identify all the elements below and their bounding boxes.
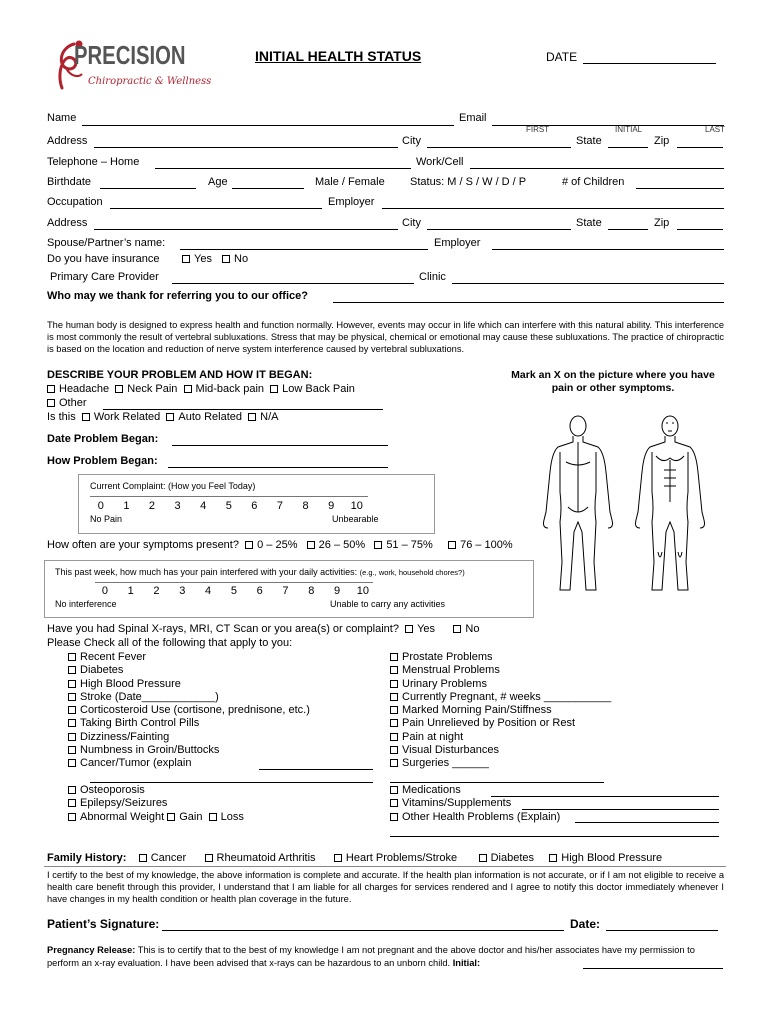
complaint-low-label: No Pain (90, 514, 123, 524)
low-back-checkbox[interactable] (270, 383, 355, 395)
checkbox-icon (68, 799, 76, 807)
scale-number[interactable]: 1 (127, 585, 134, 597)
checkbox-icon (453, 625, 461, 633)
checkbox-icon (139, 854, 147, 862)
medications-field[interactable] (491, 796, 719, 797)
freq-label: 0 – 25% (257, 539, 298, 551)
condition-checkbox[interactable] (390, 731, 611, 744)
city2-label: City (402, 217, 421, 229)
loss-checkbox[interactable] (209, 811, 244, 823)
epilepsy-checkbox[interactable] (68, 797, 244, 810)
checkbox-icon (270, 385, 278, 393)
interference-title-text: This past week, how much has your pain interfered with your daily activities: (55, 567, 358, 577)
pregnancy-initial-label: Initial: (452, 958, 481, 968)
scale-number[interactable]: 6 (256, 585, 263, 597)
workcell-label: Work/Cell (416, 156, 464, 168)
interference-low-label: No interference (55, 599, 117, 609)
checkbox-icon (334, 854, 342, 862)
no-label: No (234, 253, 249, 265)
address-field[interactable] (94, 147, 398, 148)
condition-label: Surgeries ______ (402, 757, 489, 770)
pcp-field[interactable] (172, 283, 414, 284)
condition-label: Marked Morning Pain/Stiffness (402, 704, 552, 717)
checkbox-icon (374, 541, 382, 549)
condition-checkbox[interactable] (68, 744, 310, 757)
condition-label: Pain at night (402, 730, 464, 743)
checkbox-icon (115, 385, 123, 393)
condition-label: Currently Pregnant, # weeks ___________ (402, 690, 612, 703)
insurance-label: Do you have insurance (47, 253, 160, 265)
other-health-field[interactable] (575, 822, 719, 823)
checkbox-icon (68, 733, 76, 741)
family-cancer-checkbox[interactable] (139, 852, 186, 864)
clinic-label: Clinic (419, 271, 446, 283)
body-chart[interactable] (538, 412, 718, 602)
related-options (47, 411, 279, 423)
date-label: DATE (546, 50, 578, 64)
workcell-field[interactable] (470, 168, 724, 169)
family-option-label: High Blood Pressure (561, 852, 663, 864)
scale-number[interactable]: 2 (153, 585, 160, 597)
checkbox-icon (205, 854, 213, 862)
scale-number[interactable]: 3 (174, 500, 181, 512)
signature-field[interactable] (162, 930, 564, 931)
family-option-label: Rheumatoid Arthritis (216, 852, 316, 864)
family-history-label: Family History: (47, 852, 127, 864)
scale-number[interactable]: 4 (205, 585, 212, 597)
other-field[interactable] (103, 409, 383, 410)
insurance-yes-checkbox[interactable] (182, 253, 212, 265)
section-divider (44, 866, 726, 867)
other-health-checkbox[interactable] (390, 811, 560, 824)
birthdate-label: Birthdate (47, 176, 92, 188)
condition-label: Medications (402, 784, 461, 796)
loss-label: Loss (220, 810, 244, 823)
checkbox-icon (448, 541, 456, 549)
logo-brand: PRECISION (74, 40, 186, 70)
condition-checkbox[interactable] (390, 757, 611, 770)
city-field[interactable] (427, 147, 571, 148)
email-label: Email (459, 112, 487, 124)
condition-label: Corticosteroid Use (cortisone, prednisone, etc.) (80, 704, 310, 717)
vitamins-field[interactable] (522, 809, 719, 810)
spouse-employer-field[interactable] (492, 249, 724, 250)
condition-checkbox[interactable] (390, 691, 611, 704)
date-began-field[interactable] (172, 445, 388, 446)
na-checkbox[interactable] (248, 411, 278, 423)
headache-checkbox[interactable] (47, 383, 109, 395)
scale-number[interactable]: 9 (334, 585, 341, 597)
condition-label: Prostate Problems (402, 651, 493, 663)
checkbox-icon (390, 759, 398, 767)
problem-options (47, 383, 355, 395)
condition-label: Taking Birth Control Pills (80, 717, 200, 730)
abnormal-weight-row (68, 811, 244, 824)
first-label: FIRST (526, 125, 550, 134)
checkbox-icon (390, 799, 398, 807)
checkbox-icon (479, 854, 487, 862)
city-label: City (402, 135, 421, 147)
spouse-label: Spouse/Partner’s name: (47, 237, 166, 249)
occupation-field[interactable] (110, 208, 322, 209)
scale-number[interactable]: 3 (179, 585, 186, 597)
scale-number[interactable]: 10 (350, 500, 363, 512)
pregnancy-label: Pregnancy Release: (47, 945, 136, 955)
freq-label: 26 – 50% (318, 539, 366, 551)
family-diabetes-checkbox[interactable] (479, 852, 534, 864)
freq-76-100-checkbox[interactable] (448, 539, 513, 551)
family-option-label: Cancer (150, 852, 187, 864)
problem-heading: DESCRIBE YOUR PROBLEM AND HOW IT BEGAN: (47, 369, 313, 381)
initial-label: INITIAL (615, 125, 643, 134)
scale-number[interactable]: 0 (97, 500, 104, 512)
scale-number[interactable]: 4 (200, 500, 207, 512)
logo-tagline: Chiropractic & Wellness (88, 76, 212, 87)
age-label: Age (208, 176, 228, 188)
zip2-field[interactable] (677, 229, 723, 230)
employer-label: Employer (328, 196, 375, 208)
xray-no-checkbox[interactable] (453, 623, 479, 635)
other-label: Other (59, 397, 87, 409)
referral-label: Who may we thank for referring you to our office? (47, 290, 308, 302)
conditions-left-list (68, 651, 310, 771)
condition-label: Menstrual Problems (402, 664, 500, 677)
condition-label: Dizziness/Fainting (80, 730, 170, 743)
auto-related-label: Auto Related (178, 411, 243, 423)
family-option-label: Diabetes (490, 852, 534, 864)
insurance-no-checkbox[interactable] (222, 253, 248, 265)
headache-label: Headache (59, 383, 110, 395)
condition-label: Other Health Problems (Explain) (402, 810, 561, 823)
condition-checkbox[interactable] (390, 744, 611, 757)
frequency-row (47, 539, 513, 551)
checkbox-icon (390, 813, 398, 821)
signature-date-label: Date: (570, 917, 601, 931)
condition-label: Abnormal Weight (80, 810, 165, 823)
family-option-label: Heart Problems/Stroke (345, 852, 458, 864)
condition-checkbox[interactable] (68, 691, 310, 704)
address2-label: Address (47, 217, 88, 229)
freq-51-75-checkbox[interactable] (374, 539, 432, 551)
complaint-scale-numbers[interactable] (88, 500, 370, 512)
xray-yes-label: Yes (417, 623, 436, 635)
condition-label: High Blood Pressure (80, 677, 181, 690)
page-title: INITIAL HEALTH STATUS (255, 48, 422, 64)
scale-number[interactable]: 7 (282, 585, 289, 597)
checkbox-icon (167, 813, 175, 821)
condition-checkbox[interactable] (68, 704, 310, 717)
checkbox-icon (182, 255, 190, 263)
mid-back-checkbox[interactable] (184, 383, 264, 395)
checkbox-icon (390, 680, 398, 688)
complaint-scale-title: Current Complaint: (How you Feel Today) (90, 481, 256, 491)
frequency-question: How often are your symptoms present? (47, 539, 239, 551)
checkbox-icon (68, 786, 76, 794)
certify-paragraph: I certify to the best of my knowledge, the above information is complete and accurate. If the health plan information is not accurate, or if I am not eligible to receive a health care benefit through this provider, I understand that I am liable for all charges for services rendered and I agree to notify this doctor immediately whenever I have changes in my health condition or health plan coverage in the future. (47, 870, 724, 904)
checkbox-icon (68, 666, 76, 674)
checkbox-icon (47, 385, 55, 393)
interference-scale-title (55, 567, 465, 577)
pregnancy-release (47, 944, 724, 970)
freq-label: 76 – 100% (460, 539, 513, 551)
interference-title-example: (e.g., work, household chores?) (359, 568, 465, 577)
checkbox-icon (222, 255, 230, 263)
condition-checkbox[interactable] (68, 664, 310, 677)
checkbox-icon (307, 541, 315, 549)
other-health-field-2[interactable] (390, 836, 719, 837)
name-label: Name (47, 112, 77, 124)
date-field[interactable] (583, 63, 716, 64)
xray-yes-checkbox[interactable] (405, 623, 435, 635)
date-began-label: Date Problem Began: (47, 433, 159, 445)
scale-number[interactable]: 8 (302, 500, 309, 512)
referral-field[interactable] (333, 302, 724, 303)
condition-label: Pain Unrelieved by Position or Rest (402, 717, 576, 730)
condition-label: Epilepsy/Seizures (80, 797, 168, 810)
freq-label: 51 – 75% (386, 539, 433, 551)
scale-number[interactable]: 1 (123, 500, 130, 512)
yes-label: Yes (194, 253, 212, 265)
checkbox-icon (390, 786, 398, 794)
work-related-label: Work Related (93, 411, 161, 423)
age-field[interactable] (232, 188, 304, 189)
condition-checkbox[interactable] (68, 717, 310, 730)
family-heart-checkbox[interactable] (334, 852, 457, 864)
home-phone-field[interactable] (155, 168, 411, 169)
checkbox-icon (68, 680, 76, 688)
conditions-right-list (390, 651, 611, 771)
complaint-scale-line (90, 496, 368, 497)
cancer-explain-field[interactable] (259, 769, 373, 770)
freq-26-50-checkbox[interactable] (307, 539, 365, 551)
condition-checkbox[interactable] (390, 678, 611, 691)
address2-field[interactable] (94, 229, 398, 230)
auto-related-checkbox[interactable] (166, 411, 242, 423)
na-label: N/A (260, 411, 279, 423)
condition-checkbox[interactable] (68, 678, 310, 691)
employer-field[interactable] (382, 208, 724, 209)
complaint-high-label: Unbearable (332, 514, 379, 524)
condition-checkbox[interactable] (390, 717, 611, 730)
checkbox-icon (390, 666, 398, 674)
body-chart-instruction: Mark an X on the picture where you have pain or other symptoms. (511, 369, 715, 394)
scale-number[interactable]: 2 (148, 500, 156, 512)
condition-label: Diabetes (80, 664, 124, 677)
checkbox-icon (245, 541, 253, 549)
condition-label: Osteoporosis (80, 784, 145, 796)
scale-number[interactable]: 0 (101, 585, 108, 597)
checkbox-icon (68, 759, 76, 767)
children-label: # of Children (562, 176, 625, 188)
conditions-right-list-2 (390, 784, 560, 824)
condition-checkbox[interactable] (68, 651, 310, 664)
condition-label: Recent Fever (80, 651, 147, 663)
name-field[interactable] (82, 125, 454, 126)
checkbox-icon (248, 413, 256, 421)
how-began-label: How Problem Began: (47, 455, 158, 467)
is-this-label: Is this (47, 411, 76, 423)
how-began-field[interactable] (168, 467, 388, 468)
family-ra-checkbox[interactable] (205, 852, 316, 864)
state-label: State (576, 135, 602, 147)
marital-status-options[interactable]: Status: M / S / W / D / P (410, 176, 527, 188)
mid-back-label: Mid-back pain (195, 383, 265, 395)
scale-number[interactable]: 9 (328, 500, 335, 512)
city2-field[interactable] (427, 229, 571, 230)
interference-scale-numbers[interactable] (92, 585, 376, 597)
sex-options[interactable]: Male / Female (315, 176, 385, 188)
zip-label: Zip (654, 135, 670, 147)
front-view-icon (636, 416, 705, 590)
condition-label: Stroke (Date____________) (80, 690, 219, 703)
last-label: LAST (705, 125, 726, 134)
checkbox-icon (390, 693, 398, 701)
scale-number[interactable]: 10 (356, 585, 369, 597)
condition-checkbox[interactable] (390, 664, 611, 677)
checkbox-icon (68, 746, 76, 754)
checkbox-icon (390, 719, 398, 727)
zip2-label: Zip (654, 217, 670, 229)
zip-field[interactable] (677, 147, 723, 148)
condition-checkbox[interactable] (68, 731, 310, 744)
scale-number[interactable]: 5 (225, 500, 232, 512)
condition-label: Cancer/Tumor (explain (80, 757, 192, 770)
checkbox-icon (390, 733, 398, 741)
scale-number[interactable]: 5 (230, 585, 237, 597)
occupation-label: Occupation (47, 196, 103, 208)
freq-0-25-checkbox[interactable] (245, 539, 297, 551)
work-related-checkbox[interactable] (82, 411, 160, 423)
condition-label: Urinary Problems (402, 677, 487, 690)
checkbox-icon (209, 813, 217, 821)
address-label: Address (47, 135, 88, 147)
conditions-left-list-2 (68, 784, 244, 824)
back-view-icon (544, 416, 613, 590)
xray-question: Have you had Spinal X-rays, MRI, CT Scan or you area(s) or complaint? (47, 623, 399, 635)
pregnancy-initial-field[interactable] (583, 968, 723, 969)
checkbox-icon (68, 693, 76, 701)
family-history-row (47, 852, 662, 864)
interference-high-label: Unable to carry any activities (330, 599, 446, 609)
checkbox-icon (184, 385, 192, 393)
checkbox-icon (390, 706, 398, 714)
xray-no-label: No (465, 623, 480, 635)
checkbox-icon (549, 854, 557, 862)
clinic-field[interactable] (452, 283, 724, 284)
checkbox-icon (68, 813, 76, 821)
family-bp-checkbox[interactable] (549, 852, 662, 864)
state2-field[interactable] (608, 229, 648, 230)
pregnancy-text: This is to certify that to the best of my knowledge I am not pregnant and the above doctor and his/her associates have my permission to perform an x-ray evaluation. I have been advised that x-rays can be hazardous to an unborn child. (47, 945, 695, 968)
spouse-employer-label: Employer (434, 237, 481, 249)
logo (52, 38, 212, 98)
gain-label: Gain (179, 810, 203, 823)
xray-row (47, 623, 479, 635)
surgeries-field-2[interactable] (390, 782, 604, 783)
intro-paragraph: The human body is designed to express health and function normally. However, events may occur in life which can interfere with this natural ability. This interference is most commonly the result of vertebral subluxations. Stress that may be physical, chemical or emotional may cause these subluxations. The practice of chiropractic is based on the location and reduction of nerve system interference caused by vertebral subluxations. (47, 320, 724, 354)
scale-number[interactable]: 8 (308, 585, 315, 597)
checkbox-icon (68, 706, 76, 714)
low-back-label: Low Back Pain (282, 383, 355, 395)
condition-checkbox[interactable] (390, 704, 611, 717)
conditions-intro: Please Check all of the following that apply to you: (47, 637, 293, 649)
osteoporosis-checkbox[interactable] (68, 784, 244, 797)
interference-scale-line (95, 582, 373, 583)
children-field[interactable] (636, 188, 724, 189)
condition-label: Vitamins/Supplements (402, 797, 512, 810)
other-checkbox[interactable] (47, 397, 87, 409)
checkbox-icon (68, 653, 76, 661)
condition-label: Numbness in Groin/Buttocks (80, 744, 220, 757)
pcp-label: Primary Care Provider (50, 271, 159, 283)
neck-pain-checkbox[interactable] (115, 383, 177, 395)
telephone-label: Telephone – Home (47, 156, 140, 168)
scale-number[interactable]: 7 (276, 500, 284, 512)
state2-label: State (576, 217, 602, 229)
checkbox-icon (390, 746, 398, 754)
checkbox-icon (390, 653, 398, 661)
condition-label: Visual Disturbances (402, 744, 500, 757)
scale-number[interactable]: 6 (251, 500, 258, 512)
birthdate-field[interactable] (100, 188, 196, 189)
checkbox-icon (405, 625, 413, 633)
neck-pain-label: Neck Pain (127, 383, 178, 395)
checkbox-icon (166, 413, 174, 421)
state-field[interactable] (608, 147, 648, 148)
checkbox-icon (47, 399, 55, 407)
gain-checkbox[interactable] (167, 811, 202, 823)
signature-label: Patient’s Signature: (47, 917, 160, 931)
checkbox-icon (82, 413, 90, 421)
cancer-explain-field-2[interactable] (90, 782, 373, 783)
spouse-field[interactable] (180, 249, 428, 250)
checkbox-icon (68, 719, 76, 727)
signature-date-field[interactable] (606, 930, 718, 931)
abnormal-weight-checkbox[interactable] (68, 811, 164, 823)
condition-checkbox[interactable] (390, 651, 611, 664)
